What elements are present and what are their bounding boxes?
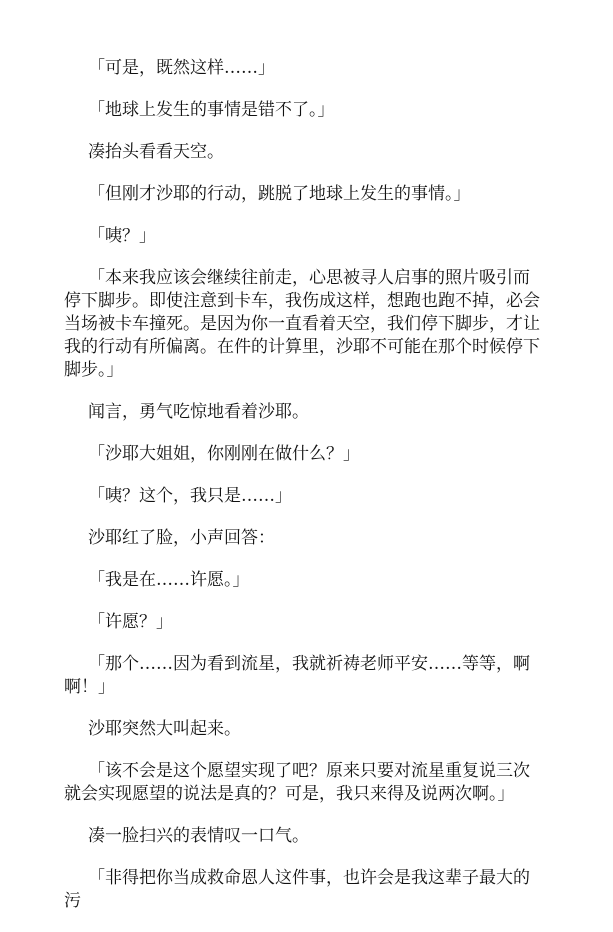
paragraph-13: 「那个……因为看到流星，我就祈祷老师平安……等等，啊啊！」 bbox=[64, 654, 530, 697]
paragraph-2: 「地球上发生的事情是错不了。」 bbox=[88, 100, 335, 120]
paragraph-6: 「本来我应该会继续往前走，心思被寻人启事的照片吸引而停下脚步。即使注意到卡车，我伤成这样，想跑也跑不掉，必会当场被卡车撞死。是因为你一直看着天空，我们停下脚步，才让我的行动有所偏离。在件的计算里，沙耶不可能在那个时候停下脚步。」 bbox=[64, 268, 540, 380]
paragraph-3: 凑抬头看看天空。 bbox=[88, 142, 224, 162]
paragraph-16: 凑一脸扫兴的表情叹一口气。 bbox=[88, 826, 309, 846]
paragraph-1: 「可是，既然这样……」 bbox=[88, 58, 275, 78]
paragraph-10: 沙耶红了脸，小声回答： bbox=[88, 528, 275, 548]
paragraph-4: 「但刚才沙耶的行动，跳脱了地球上发生的事情。」 bbox=[88, 184, 471, 204]
paragraph-12: 「许愿？」 bbox=[88, 612, 173, 632]
paragraph-17: 「非得把你当成救命恩人这件事，也许会是我这辈子最大的污 bbox=[64, 868, 530, 911]
paragraph-9: 「咦？这个，我只是……」 bbox=[88, 486, 292, 506]
paragraph-11: 「我是在……许愿。」 bbox=[88, 570, 250, 590]
paragraph-15: 「该不会是这个愿望实现了吧？原来只要对流星重复说三次就会实现愿望的说法是真的？可是，我只来得及说两次啊。」 bbox=[64, 761, 530, 804]
paragraph-14: 沙耶突然大叫起来。 bbox=[88, 719, 241, 739]
paragraph-7: 闻言，勇气吃惊地看着沙耶。 bbox=[88, 402, 309, 422]
paragraph-5: 「咦？」 bbox=[88, 226, 156, 246]
novel-page bbox=[64, 57, 546, 932]
paragraph-8: 「沙耶大姐姐，你刚刚在做什么？」 bbox=[88, 444, 360, 464]
